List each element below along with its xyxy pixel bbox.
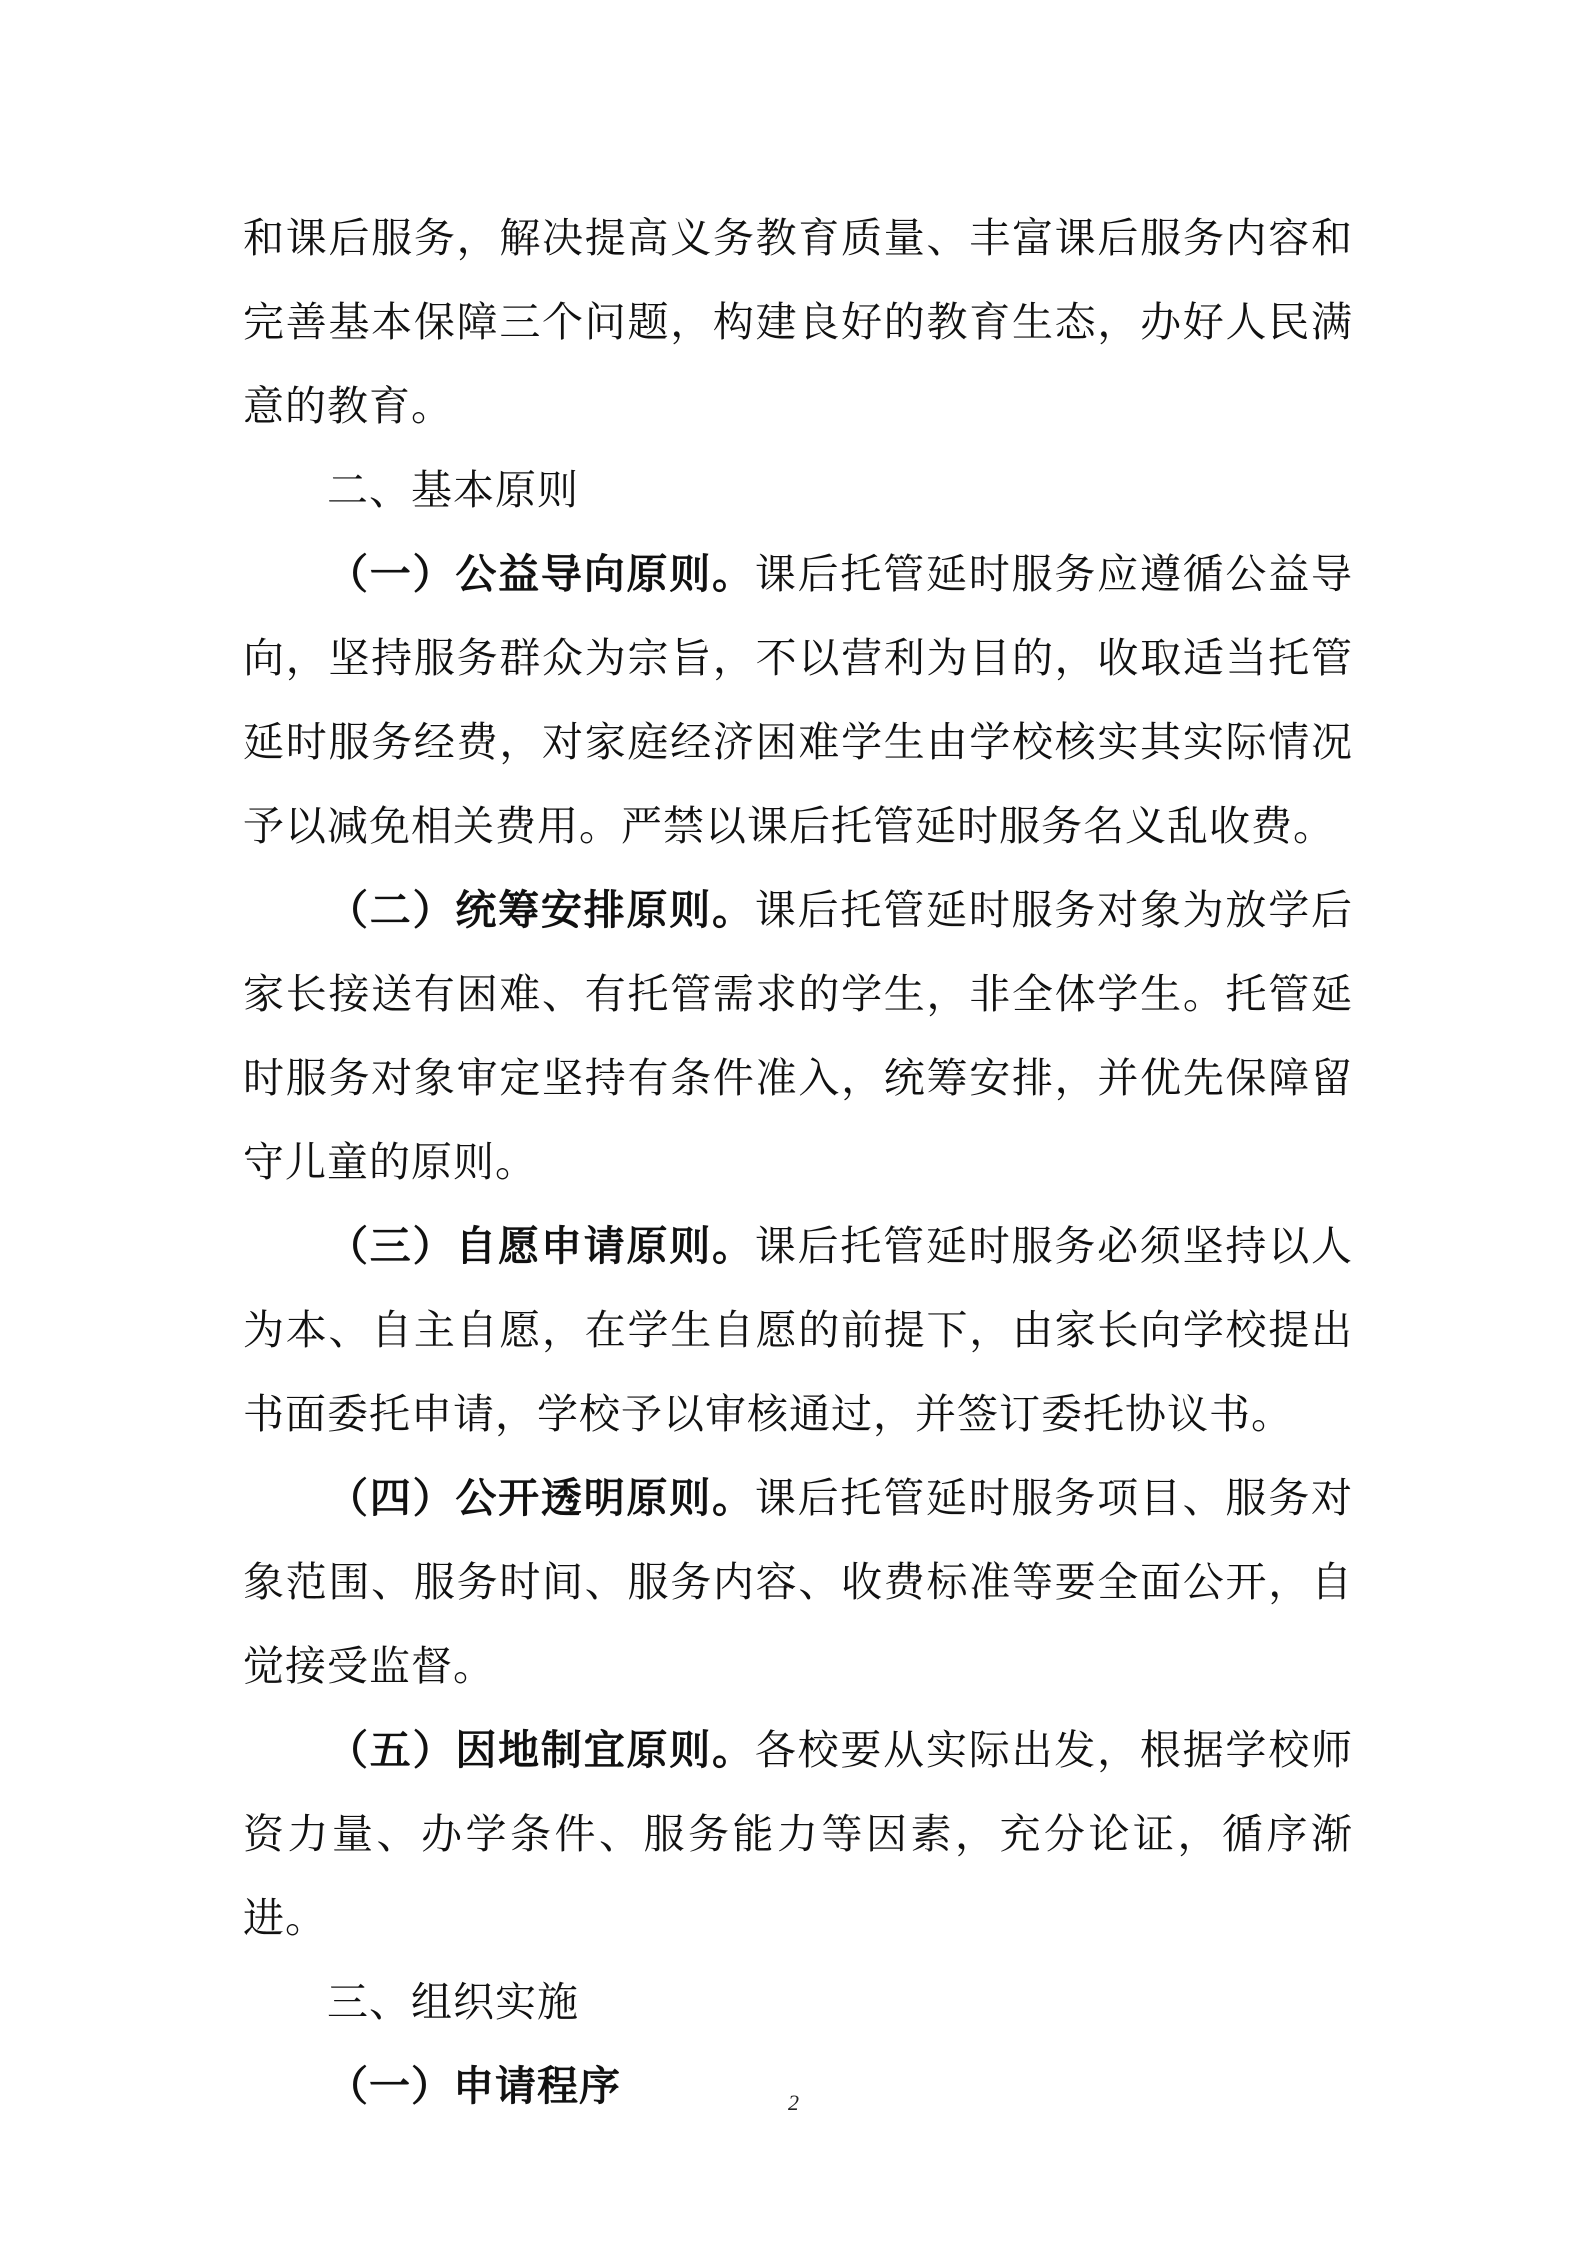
principle-lead: （一）公益导向原则。 — [327, 550, 755, 598]
section-heading-organization: 三、组织实施 — [327, 1978, 579, 2026]
page-number: 2 — [788, 2090, 799, 2115]
principle-paragraph-transparency — [243, 1456, 1353, 1708]
section-heading-basic-principles: 二、基本原则 — [327, 466, 579, 514]
principle-text: 课后托管延时服务应遵循公益导向，坚持服务群众为宗旨，不以营利为目的，收取适当托管延时服务经费，对家庭经济困难学生由学校核实其实际情况予以减免相关费用。严禁以课后托管延时服务名义乱收费。 — [243, 550, 1354, 850]
intro-paragraph: 和课后服务，解决提高义务教育质量、丰富课后服务内容和完善基本保障三个问题，构建良好的教育生态，办好人民满意的教育。 — [243, 214, 1353, 430]
principle-text: 各校要从实际出发，根据学校师资力量、办学条件、服务能力等因素，充分论证，循序渐进。 — [243, 1726, 1354, 1942]
principle-paragraph-overall-planning — [243, 868, 1353, 1204]
document-body — [243, 196, 1353, 2128]
principle-lead: （五）因地制宜原则。 — [327, 1726, 755, 1774]
principle-paragraph-voluntary-application — [243, 1204, 1353, 1456]
principle-lead: （二）统筹安排原则。 — [327, 886, 755, 934]
principle-paragraph-public-welfare — [243, 532, 1353, 868]
principle-text: 课后托管延时服务必须坚持以人为本、自主自愿，在学生自愿的前提下，由家长向学校提出书面委托申请，学校予以审核通过，并签订委托协议书。 — [243, 1222, 1354, 1438]
principle-text: 课后托管延时服务项目、服务对象范围、服务时间、服务内容、收费标准等要全面公开，自觉接受监督。 — [243, 1474, 1354, 1690]
principle-lead: （三）自愿申请原则。 — [327, 1222, 755, 1270]
principle-lead: （四）公开透明原则。 — [327, 1474, 755, 1522]
principle-text: 课后托管延时服务对象为放学后家长接送有困难、有托管需求的学生，非全体学生。托管延时服务对象审定坚持有条件准入，统筹安排，并优先保障留守儿童的原则。 — [243, 886, 1354, 1186]
principle-paragraph-local-conditions — [243, 1708, 1353, 1960]
subsection-heading-application-procedure: （一）申请程序 — [327, 2062, 621, 2110]
